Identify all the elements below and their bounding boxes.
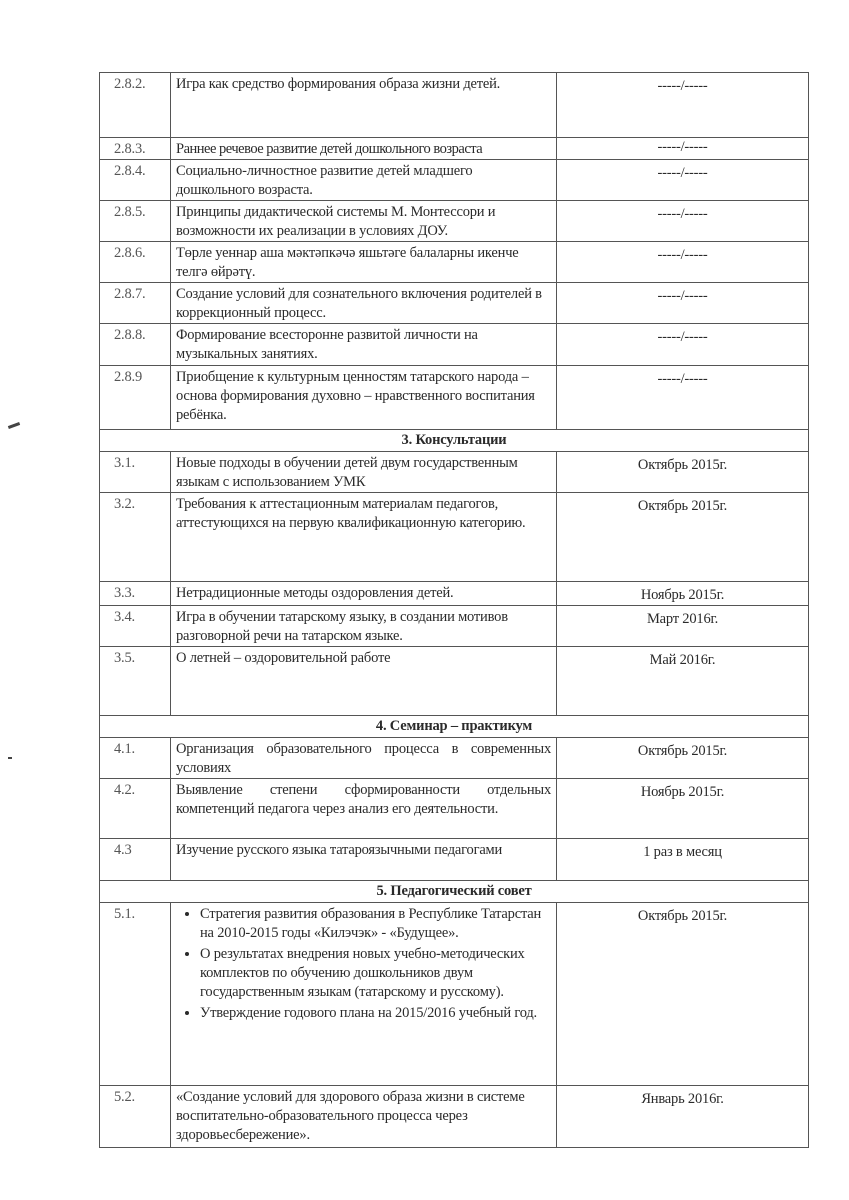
row-topic: Приобщение к культурным ценностям татарского народа – основа формирования духовно – нравственного воспитания ребёнка. [171,366,557,430]
row-date: Май 2016г. [557,647,809,716]
row-number: 3.1. [100,452,171,493]
scan-mark [8,757,12,759]
table-row [100,242,809,283]
row-date: -----/----- [557,324,809,366]
row-number: 2.8.5. [100,201,171,242]
row-number: 3.2. [100,493,171,582]
row-number: 5.1. [100,903,171,1086]
table-row [100,779,809,839]
row-topic: Новые подходы в обучении детей двум государственным языкам с использованием УМК [171,452,557,493]
row-date: -----/----- [557,160,809,201]
annual-plan-table [99,72,809,1148]
table-row [100,73,809,138]
table-row [100,366,809,430]
row-date: Ноябрь 2015г. [557,582,809,606]
table-row [100,160,809,201]
table-row [100,452,809,493]
row-number: 3.5. [100,647,171,716]
row-date: -----/----- [557,201,809,242]
section-header-row [100,430,809,452]
table-row [100,138,809,160]
row-date: Октябрь 2015г. [557,452,809,493]
scan-mark [8,422,20,429]
table-row [100,582,809,606]
table-row [100,324,809,366]
row-topic: Создание условий для сознательного включения родителей в коррекционный процесс. [171,283,557,324]
row-number: 2.8.4. [100,160,171,201]
row-date: -----/----- [557,283,809,324]
row-number: 4.1. [100,738,171,779]
row-date: Октябрь 2015г. [557,738,809,779]
row-date: -----/----- [557,242,809,283]
row-number: 2.8.3. [100,138,171,160]
row-number: 2.8.2. [100,73,171,138]
row-number: 2.8.7. [100,283,171,324]
row-number: 4.3 [100,839,171,881]
row-topic: О летней – оздоровительной работе [171,647,557,716]
section-title-consultations: 3. Консультации [100,430,809,452]
row-topic: Нетрадиционные методы оздоровления детей. [171,582,557,606]
row-topic: Раннее речевое развитие детей дошкольного возраста [171,138,557,160]
row-number: 3.4. [100,606,171,647]
table-row [100,647,809,716]
row-topic: «Создание условий для здорового образа жизни в системе воспитательно-образовательного процесса через здоровьесбережение». [171,1086,557,1148]
row-date: Январь 2016г. [557,1086,809,1148]
row-date: Октябрь 2015г. [557,493,809,582]
row-topic: Игра как средство формирования образа жизни детей. [171,73,557,138]
row-date: 1 раз в месяц [557,839,809,881]
row-topic: Принципы дидактической системы М. Монтессори и возможности их реализации в условиях ДОУ. [171,201,557,242]
table-row [100,283,809,324]
row-topic: Организация образовательного процесса в современных условиях [171,738,557,779]
section-title-pedagogical-council: 5. Педагогический совет [100,881,809,903]
row-topic: Выявление степени сформированности отдельных компетенций педагога через анализ его деятельности. [171,779,557,839]
row-topic-list [171,903,557,1086]
row-topic: Формирование всесторонне развитой личности на музыкальных занятиях. [171,324,557,366]
table-row [100,1086,809,1148]
row-date: Март 2016г. [557,606,809,647]
row-date: -----/----- [557,73,809,138]
table-row [100,201,809,242]
row-number: 5.2. [100,1086,171,1148]
row-number: 2.8.6. [100,242,171,283]
table-row [100,606,809,647]
row-date: -----/----- [557,366,809,430]
row-topic: Изучение русского языка татароязычными педагогами [171,839,557,881]
table-row [100,493,809,582]
section-title-seminar: 4. Семинар – практикум [100,716,809,738]
row-number: 2.8.8. [100,324,171,366]
table-row [100,903,809,1086]
row-date: Октябрь 2015г. [557,903,809,1086]
row-topic: Төрле уеннар аша мәктәпкәчә яшьтәге балаларны икенче телгә өйрәтү. [171,242,557,283]
section-header-row [100,881,809,903]
row-topic: Социально-личностное развитие детей младшего дошкольного возраста. [171,160,557,201]
row-number: 3.3. [100,582,171,606]
row-number: 2.8.9 [100,366,171,430]
row-date: Ноябрь 2015г. [557,779,809,839]
table-row [100,738,809,779]
row-topic: Требования к аттестационным материалам педагогов, аттестующихся на первую квалификационную категорию. [171,493,557,582]
section-header-row [100,716,809,738]
row-date: -----/----- [557,138,809,160]
bullet-item: • Стратегия развития образования в Республике Татарстан на 2010-2015 годы «Килэчэк» - «Будущее». [200,905,551,943]
row-topic: Игра в обучении татарскому языку, в создании мотивов разговорной речи на татарском языке. [171,606,557,647]
bullet-item: • Утверждение годового плана на 2015/2016 учебный год. [200,1004,551,1023]
bullet-item: • О результатах внедрения новых учебно-методических комплектов по обучению дошкольников двум государственным языкам (татарскому и русскому). [200,945,551,1002]
row-number: 4.2. [100,779,171,839]
table-row [100,839,809,881]
